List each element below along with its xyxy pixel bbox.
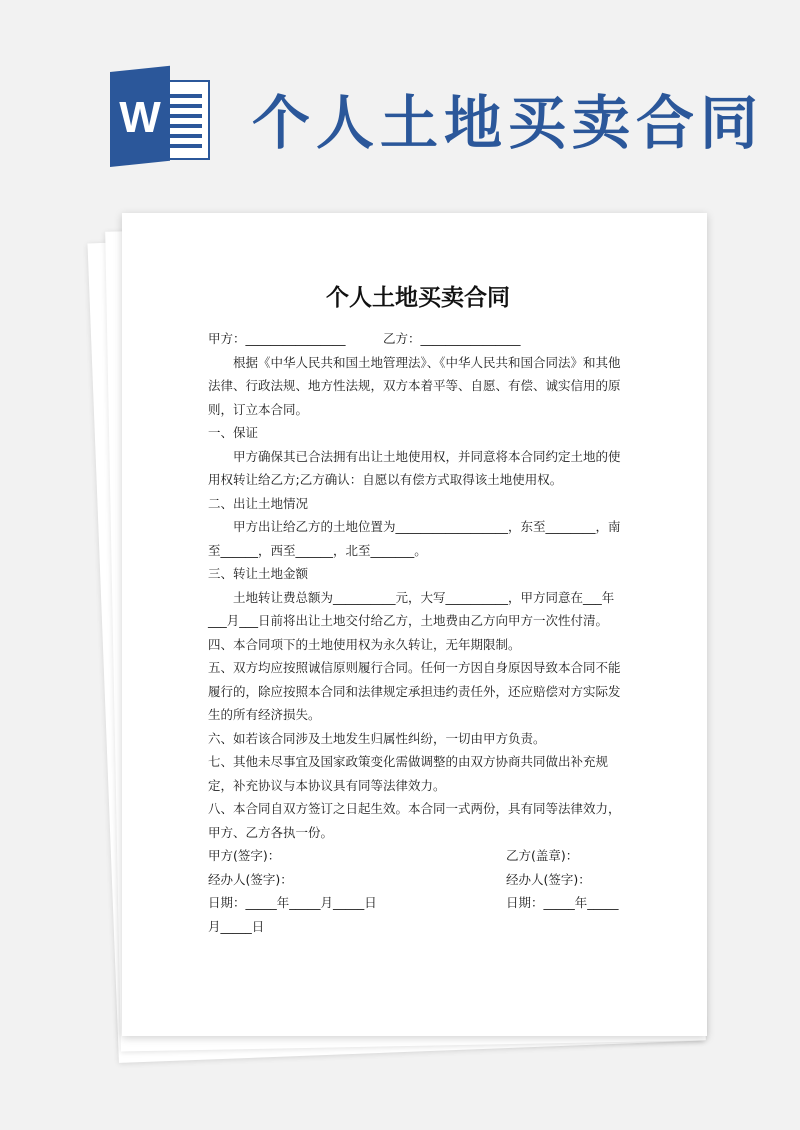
agent-a-signature: 经办人(签字)： bbox=[208, 871, 293, 887]
section3-text: 土地转让费总额为__________元，大写__________，甲方同意在___年___月___日前将出让土地交付给乙方，土地费由乙方向甲方一次性付清。 bbox=[208, 589, 615, 628]
section3-title: 三、转让土地金额 bbox=[208, 566, 309, 581]
party-b-seal: 乙方(盖章)： bbox=[506, 848, 579, 863]
section2-title: 二、出让土地情况 bbox=[208, 495, 309, 511]
date-row bbox=[208, 891, 628, 915]
clause-8: 八、本合同自双方签订之日起生效。本合同一式两份，具有同等法律效力，甲方、乙方各执一份。 bbox=[208, 801, 621, 840]
date-row-continued bbox=[208, 915, 628, 939]
signature-row bbox=[208, 844, 628, 868]
clause-4: 四、本合同项下的土地使用权为永久转让，无年期限制。 bbox=[208, 636, 521, 652]
clause-6: 六、如若该合同涉及土地发生归属性纠纷，一切由甲方负责。 bbox=[208, 730, 546, 746]
section1-title: 一、保证 bbox=[208, 425, 259, 440]
parties-line: 甲方：________________ 乙方：________________ bbox=[208, 331, 521, 346]
date-b: 日期：_____年_____ bbox=[506, 895, 619, 910]
date-a: 日期：_____年_____月_____日 bbox=[208, 895, 377, 910]
banner bbox=[0, 0, 800, 200]
word-letter: W bbox=[119, 92, 161, 142]
word-tile bbox=[110, 66, 170, 167]
word-icon bbox=[110, 72, 215, 167]
document-page bbox=[122, 213, 707, 1036]
section2-text: 甲方出让给乙方的土地位置为__________________，东至________，南至______，西至______，北至_______。 bbox=[208, 519, 621, 558]
document-content bbox=[208, 283, 628, 938]
clause-7: 七、其他未尽事宜及国家政策变化需做调整的由双方协商共同做出补充规定，补充协议与本协议具有同等法律效力。 bbox=[208, 754, 609, 793]
clause-5: 五、双方均应按照诚信原则履行合同。任何一方因自身原因导致本合同不能履行的，除应按照本合同和法律规定承担违约责任外，还应赔偿对方实际发生的所有经济损失。 bbox=[208, 660, 621, 722]
preamble: 根据《中华人民共和国土地管理法》、《中华人民共和国合同法》和其他法律、行政法规、地方性法规，双方本着平等、自愿、有偿、诚实信用的原则，订立本合同。 bbox=[208, 354, 621, 417]
banner-title: 个人土地买卖合同 bbox=[252, 89, 765, 157]
agent-row bbox=[208, 868, 628, 892]
date-b-continued: 月_____日 bbox=[208, 918, 265, 934]
agent-b-signature: 经办人(签字)： bbox=[506, 871, 591, 887]
document-title: 个人土地买卖合同 bbox=[326, 285, 510, 311]
section1-text: 甲方确保其已合法拥有出让土地使用权，并同意将本合同约定土地的使用权转让给乙方;乙方确认：自愿以有偿方式取得该土地使用权。 bbox=[208, 448, 621, 487]
party-a-signature: 甲方(签字)： bbox=[208, 848, 281, 863]
